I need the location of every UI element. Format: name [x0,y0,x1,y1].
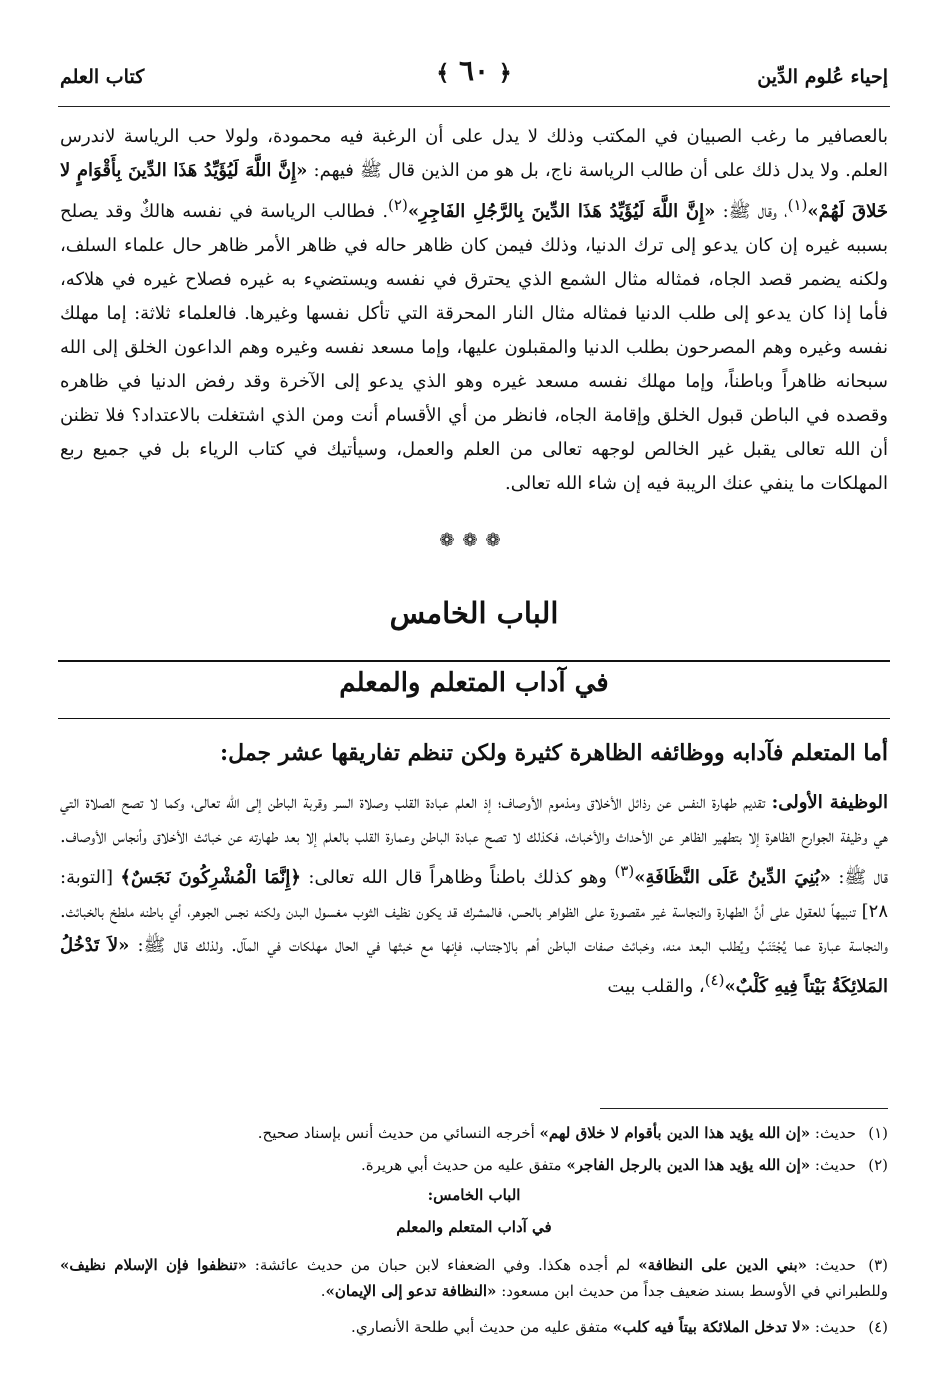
footnote-1 [60,1120,888,1146]
footnote-text: متفق عليه من حديث أبي هريرة. [360,1156,567,1174]
footnote-text: أخرجه النسائي من حديث أنس بإسناد صحيح. [257,1124,540,1142]
footnote-text: حديث: [807,1256,857,1274]
paragraph-first-duty [60,786,888,1004]
ornament-right: ﴾ [436,60,450,86]
footnote-hadith: «النظافة تدعو إلى الإيمان» [325,1282,497,1300]
footnote-marker[interactable]: (١) [787,196,808,214]
section-heading: أما المتعلم فآدابه ووظائفه الظاهرة كثيرة ولكن تنظم تفاريقها عشر جمل: [219,740,888,766]
footnote-hadith: «بني الدين على النظافة» [638,1256,808,1274]
chapter-subtitle-divider [58,718,890,719]
footnote-number: (٤) [868,1318,888,1336]
chapter-title: الباب الخامس [389,596,559,630]
hadith-quote: «إِنَّ اللَّهَ لَيُؤَيِّدُ هَذَا الدِّينَ بِأَقْوَامٍ لا خَلاقَ لَهُمْ» [60,160,889,222]
footnote-marker[interactable]: (٣) [614,862,635,880]
paragraph-intro [60,120,888,501]
section-separator: ❁❁❁ [439,530,509,551]
footnote-text: حديث: [810,1156,856,1174]
footnote-text: حديث: [810,1124,856,1142]
footnote-number: (٣) [868,1256,889,1274]
footnote-hadith: «إن الله يؤيد هذا الدين بالرجل الفاجر» [566,1156,811,1174]
text-run: ، وقال ﷺ: [715,201,788,222]
header-chapter-title: كتاب العلم [60,66,145,88]
header-divider [58,106,890,107]
text-run: تنبيهاً للعقول على أنَّ الطهارة والنجاسة غير مقصورة على الظواهر بالحس، فالمشرك قد يكون نظيف الثوب مغسول البدن ولكنه نجس الجوهر، أي باطنه ملطخ بالخبائث. والنجاسة عبارة عما يُجْتَنَبُ ويُطلب البعد منه، وخبائث صفات الباطن أهم بالاجتناب، فإنها مع خبثها في الحال مهلكات في المآل. ولذلك قال ﷺ: [60,901,888,956]
footnote-chapter-subtitle: في آداب المتعلم والمعلم [396,1218,552,1236]
footnote-text: وللطبراني في الأوسط بسند ضعيف جداً من حديث ابن مسعود: [496,1282,888,1300]
text-run: ، والقلب بيت [607,976,705,997]
header-page-number [424,54,524,87]
footnote-2 [60,1152,888,1178]
page-number: ٦٠ [458,54,490,87]
quran-reference: [التوبة: ٢٨] [60,867,888,922]
text-run: . فطالب الرياسة في نفسه هالكٌ وقد يصلح بسببه غيره إن كان يدعو إلى ترك الدنيا، وذلك فيمن كان ظاهر حاله في ظاهر الأمر ظاهر حال علماء السلف، ولكنه يضمر قصد الجاه، فمثاله مثال الشمع الذي يحترق في نفسه ويستضيء به غيره فصلاح غيره في هلاكه، فأما إذا كان يدعو إلى طلب الدنيا فمثاله مثال النار المحرقة التي تأكل نفسها وغيرها. فالعلماء ثلاثة: إما مهلك نفسه وغيره وهم المصرحون بطلب الدنيا والمقبلون عليها، وإما مسعد نفسه وغيره وهم الداعون الخلق إلى الله سبحانه ظاهراً وباطناً، وإما مهلك نفسه مسعد غيره وهو الذي يدعو إلى الآخرة وقد رفض الدنيا في ظاهره وقصده في الباطن قبول الخلق وإقامة الجاه، فانظر من أي الأقسام أنت ومن الذي اشتغلت بالاعتداد؟ فلا تظنن أن الله تعالى يقبل غير الخالص لوجهه تعالى من العلم والعمل، وسيأتيك في كتاب الرياء بل في جميع ربع المهلكات ما ينفي عنك الريبة فيه إن شاء الله تعالى. [60,201,888,494]
duty-label: الوظيفة الأولى: [771,792,889,813]
chapter-subtitle: في آداب المتعلم والمعلم [339,668,609,698]
footnote-marker[interactable]: (٢) [388,196,408,214]
hadith-quote: «لاَ تَدْخُلُ المَلائِكَةُ بَيْتاً فِيهِ كَلْبٌ» [60,935,888,997]
footnote-3 [60,1252,888,1304]
footnote-hadith: «لا تدخل الملائكة بيتاً فيه كلب» [612,1318,811,1336]
footnote-4 [60,1314,888,1340]
footnote-hadith: «إن الله يؤيد هذا الدين بأقوام لا خلاق لهم» [539,1124,811,1142]
footnote-chapter-title: الباب الخامس: [427,1186,521,1204]
text-run: تقديم طهارة النفس عن رذائل الأخلاق ومذموم الأوصاف؛ إذ العلم عبادة القلب وصلاة السر وقربة الباطن إلى الله تعالى، وكما لا تصح الصلاة التي هي وظيفة الجوارح الظاهرة إلا بتطهير الظاهر عن الأحداث والأخباث، فكذلك لا تصح عبادة الباطن وعمارة القلب بالعلم إلا بعد طهارته عن خبائث الأخلاق وأنجاس الأوصاف. قال ﷺ: [60,792,888,888]
footnote-text: . [320,1282,326,1300]
footnote-text: متفق عليه من حديث أبي طلحة الأنصاري. [351,1318,613,1336]
hadith-quote: «بُنِيَ الدِّينُ عَلَى النَّظَافَةِ» [634,867,831,888]
footnote-text: لم أجده هكذا. وفي الضعفاء لابن حبان من حديث عائشة: [246,1256,639,1274]
hadith-quote: «إِنَّ اللَّهَ لَيُؤَيِّدُ هَذَا الدِّينَ بِالرَّجُلِ الفَاجِرِ» [407,201,716,222]
ornament-left: ﴿ [498,60,512,86]
text-run: بالعصافير ما رغب الصبيان في المكتب وذلك لا يدل على أن الرغبة فيه محمودة، ولولا حب الرياسة لاندرس العلم. ولا يدل ذلك على أن طالب الرياسة ناج، بل هو من الذين قال ﷺ فيهم: [60,126,888,181]
footnote-number: (١) [868,1124,888,1142]
footnote-text: حديث: [810,1318,856,1336]
chapter-divider [58,660,890,662]
footnote-number: (٢) [868,1156,888,1174]
header-book-title: إحياء عُلوم الدِّين [757,66,888,88]
quran-quote: ﴿إِنَّمَا الْمُشْرِكُونَ نَجَسٌ﴾ [120,867,301,888]
footnote-marker[interactable]: (٤) [704,971,725,989]
footnote-divider [600,1108,888,1109]
footnote-hadith: «تنظفوا فإن الإسلام نظيف» [60,1256,247,1274]
text-run: وهو كذلك باطناً وظاهراً قال الله تعالى: [300,867,615,888]
